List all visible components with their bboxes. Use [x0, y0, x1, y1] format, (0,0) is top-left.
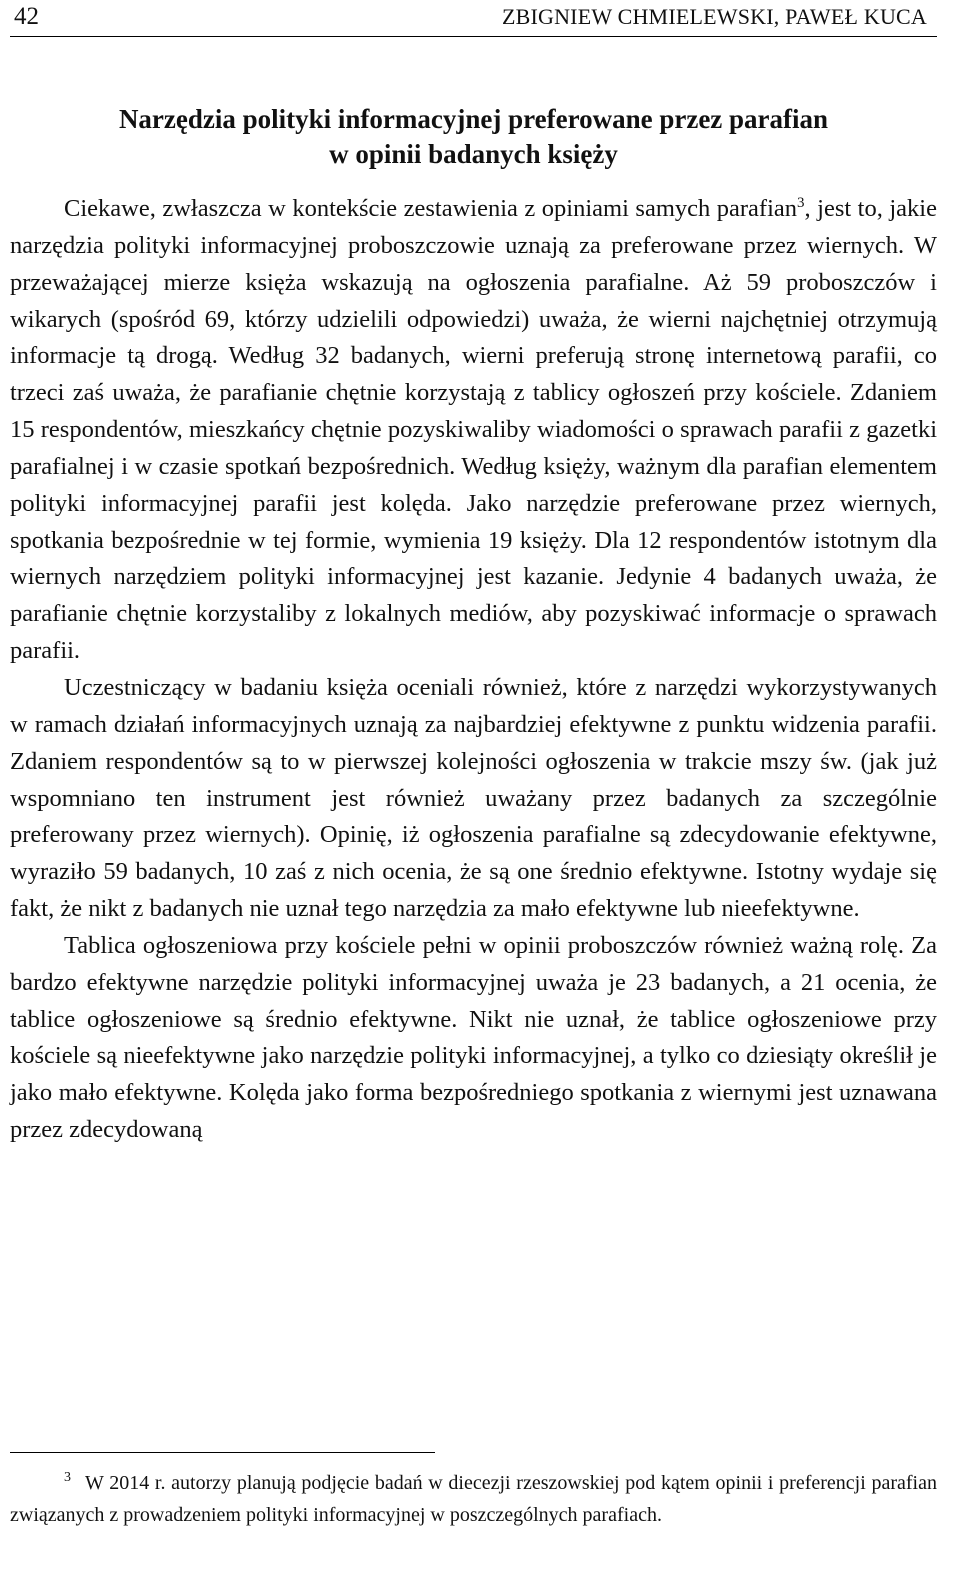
running-head-authors: ZBIGNIEW CHMIELEWSKI, PAWEŁ KUCA	[501, 4, 927, 29]
footnote	[10, 1467, 937, 1531]
page	[10, 0, 937, 1596]
paragraph-2: Uczestniczący w badaniu księża oceniali również, które z narzędzi wykorzystywanych w ramach działań informacyjnych uznają za najbardziej efektywne z punktu widzenia parafii. Zdaniem respondentów są to w pierwszej kolejności ogłoszenia w trakcie mszy św. (jak już wspomniano ten instrument jest również uważany przez badanych za szczególnie preferowany przez wiernych). Opinię, iż ogłoszenia parafialne są zdecydowanie efektywne, wyraziło 59 badanych, 10 zaś z nich ocenia, że są one średnio efektywne. Istotny wydaje się fakt, że nikt z badanych nie uznał tego narzędzia za mało efektywne lub nieefektywne.	[10, 673, 937, 923]
paragraph-1-start: Ciekawe, zwłaszcza w kontekście zestawienia z opiniami samych parafian	[64, 195, 798, 222]
footnote-reference[interactable]: 3	[797, 194, 805, 211]
footnote-mark: 3	[64, 1470, 71, 1486]
paragraph-1	[10, 191, 937, 670]
footnote-text: W 2014 r. autorzy planują podjęcie badań w diecezji rzeszowskiej pod kątem opinii i preferencji parafian związanych z prowadzeniem polityki informacyjnej w poszczególnych parafiach.	[10, 1472, 937, 1526]
section-title	[10, 102, 937, 172]
footnote-divider	[10, 1452, 435, 1453]
page-number: 42	[14, 3, 39, 30]
section-title-line-2: w opinii badanych księży	[329, 139, 618, 170]
paragraph-1-rest: , jest to, jakie narzędzia polityki informacyjnej proboszczowie uznają za preferowane przez wiernych. W przeważającej mierze księża wskazują na ogłoszenia parafialne. Aż 59 proboszczów i wikarych (spośród 69, którzy udzielili odpowiedzi) uważa, że wierni najchętniej otrzymują informacje tą drogą. Według 32 badanych, wierni preferują stronę internetową parafii, co trzeci zaś uważa, że parafianie chętnie korzystają z tablicy ogłoszeń przy kościele. Zdaniem 15 respondentów, mieszkańcy chętnie pozyskiwaliby wiadomości o sprawach parafii z gazetki parafialnej i w czasie spotkań bezpośrednich. Według księży, ważnym dla parafian elementem polityki informacyjnej parafii jest kolęda. Jako narzędzie preferowane przez wiernych, spotkania bezpośrednie w tej formie, wymienia 19 księży. Dla 12 respondentów istotnym dla wiernych narzędziem polityki informacyjnej jest kazanie. Jedynie 4 badanych uważa, że parafianie chętnie korzystaliby z lokalnych mediów, aby pozyskiwać informacje o sprawach parafii.	[10, 195, 937, 665]
paragraph-3: Tablica ogłoszeniowa przy kościele pełni w opinii proboszczów również ważną rolę. Za bardzo efektywne narzędzie polityki informacyjnej uważa je 23 badanych, a 21 ocenia, że tablice ogłoszeniowe są średnio efektywne. Nikt nie uznał, że tablice ogłoszeniowe przy kościele są nieefektywne jako narzędzie polityki informacyjnej, a tylko co dziesiąty określił je jako mało efektywne. Kolęda jako forma bezpośredniego spotkania z wiernymi jest uznawana przez zdecydowaną	[10, 931, 937, 1144]
section-title-line-1: Narzędzia polityki informacyjnej preferowane przez parafian	[118, 104, 829, 135]
running-header	[10, 2, 937, 37]
body-text	[10, 191, 937, 1149]
